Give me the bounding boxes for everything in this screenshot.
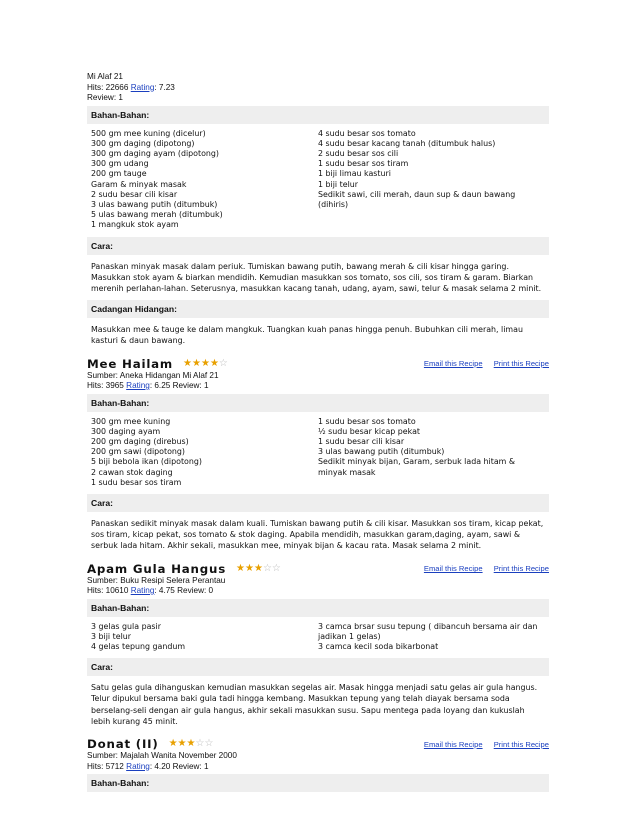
star-empty-icon: ☆ bbox=[195, 738, 205, 749]
rating-stars bbox=[183, 359, 228, 369]
recipe-links bbox=[424, 564, 549, 573]
star-icon: ★ bbox=[209, 357, 219, 369]
star-empty-icon: ☆ bbox=[262, 562, 272, 574]
print-recipe-link[interactable]: Print this Recipe bbox=[493, 359, 549, 369]
recipe-title-row bbox=[87, 562, 549, 576]
email-recipe-link[interactable]: Email this Recipe bbox=[423, 359, 483, 369]
recipe-links bbox=[424, 740, 549, 749]
recipe-meta bbox=[87, 576, 549, 597]
bahan-heading: Bahan-Bahan: bbox=[87, 106, 549, 124]
star-icon: ★ bbox=[186, 738, 196, 749]
cadangan-text: Masukkan mee & tauge ke dalam mangkuk. Tuangkan kuah panas hingga penuh. Bubuhkan cili merah, limau kasturi & daun bawang. bbox=[91, 325, 526, 346]
bahan-heading: Bahan-Bahan: bbox=[87, 394, 549, 412]
recipe-0-review: Review: 1 bbox=[87, 93, 123, 102]
recipe-title-row bbox=[87, 357, 549, 371]
ingredient-item: ½ sudu besar kicap pekat bbox=[318, 426, 421, 436]
ingredient-item: 2 cawan stok daging bbox=[91, 467, 173, 477]
print-recipe-link[interactable]: Print this Recipe bbox=[493, 564, 549, 574]
star-empty-icon: ☆ bbox=[271, 562, 281, 574]
ingredient-item: 300 daging ayam bbox=[91, 426, 161, 436]
star-icon: ★ bbox=[253, 562, 263, 574]
cadangan-heading: Cadangan Hidangan: bbox=[87, 300, 549, 318]
ingredient-item: 1 sudu besar sos tiram bbox=[318, 159, 409, 169]
recipe-hits: Hits: 10610 Rating: 4.75 Review: 0 bbox=[87, 586, 214, 596]
ingredient-item: 3 ulas bawang putih (ditumbuk) bbox=[91, 199, 218, 209]
cara-heading: Cara: bbox=[87, 658, 549, 676]
email-recipe-link[interactable]: Email this Recipe bbox=[423, 739, 483, 749]
recipe-source: Sumber: Majalah Wanita November 2000 bbox=[87, 751, 237, 760]
ingredients-left bbox=[91, 129, 318, 231]
ingredients bbox=[87, 124, 549, 235]
ingredients bbox=[87, 617, 549, 657]
ingredients-right bbox=[318, 417, 545, 488]
ingredient-item: Garam & minyak masak bbox=[91, 179, 187, 189]
ingredient-item: 1 biji telur bbox=[318, 179, 359, 189]
ingredient-item: 300 gm mee kuning bbox=[91, 416, 171, 426]
recipe-title[interactable]: Apam Gula Hangus bbox=[87, 561, 227, 576]
star-icon: ★ bbox=[177, 738, 187, 749]
rating-link[interactable]: Rating bbox=[126, 761, 150, 771]
ingredients-right bbox=[318, 129, 545, 231]
ingredient-item: jadikan 1 gelas) bbox=[318, 631, 381, 641]
ingredient-item: 1 biji limau kasturi bbox=[318, 169, 391, 179]
star-icon: ★ bbox=[192, 357, 201, 369]
rating-stars bbox=[169, 739, 214, 749]
ingredient-item: 3 camca brsar susu tepung ( dibancuh bersama air dan bbox=[318, 621, 538, 631]
recipe-0 bbox=[87, 72, 549, 351]
ingredient-item: 3 camca kecil soda bikarbonat bbox=[318, 641, 439, 651]
ingredients-left bbox=[91, 417, 318, 488]
recipe-0-source: Mi Alaf 21 bbox=[87, 72, 123, 81]
cara-text: Panaskan minyak masak dalam periuk. Tumiskan bawang putih, bawang merah & cili kisar hingga garing. Masukkan stok ayam & biarkan mendidih. Kemudian masukkan sos tomato, sos cili, sos tiram & garam. Biarkan merenih perlahan-lahan. Seterusnya, masukkan kacang tanah, udang, ayam, sawi, telur & masak selama 2 minit. bbox=[91, 261, 542, 293]
ingredient-item: 3 gelas gula pasir bbox=[91, 621, 161, 631]
ingredient-item: 3 biji telur bbox=[91, 631, 132, 641]
recipe-0-hits: Hits: 22666 Rating: 7.23 bbox=[87, 82, 175, 92]
rating-link[interactable]: Rating bbox=[130, 586, 155, 596]
recipe-hits: Hits: 3965 Rating: 6.25 Review: 1 bbox=[87, 381, 209, 391]
cara-text: Panaskan sedikit minyak masak dalam kuali. Tumiskan bawang putih & cili kisar. Masukkan sos tiram, kicap pekat, sos tiram, kicap pekat, sos tomato & stok daging. Apabila mendidih, masukkan garam,daging, ayam, sawi & serbuk lada hitam. Akhir sekali, masukkan mee, minyak bijan & kacau rata. Masak selama 2 minit. bbox=[91, 518, 546, 551]
ingredients-right bbox=[318, 622, 545, 653]
ingredient-item: Sedikit minyak bijan, Garam, serbuk lada hitam & bbox=[318, 457, 516, 467]
star-icon: ★ bbox=[168, 738, 178, 749]
recipe-title[interactable]: Mee Hailam bbox=[87, 356, 174, 371]
ingredient-item: 4 gelas tepung gandum bbox=[91, 641, 186, 651]
cara-heading: Cara: bbox=[87, 237, 549, 255]
recipe-title[interactable]: Donat (II) bbox=[87, 737, 159, 751]
ingredient-item: 2 sudu besar cili kisar bbox=[91, 189, 178, 199]
recipe-1 bbox=[87, 357, 549, 556]
print-recipe-link[interactable]: Print this Recipe bbox=[493, 739, 549, 749]
ingredient-item: 300 gm daging (dipotong) bbox=[91, 138, 195, 148]
ingredient-item: 4 sudu besar kacang tanah (ditumbuk halus) bbox=[318, 138, 496, 148]
recipe-source: Sumber: Aneka Hidangan Mi Alaf 21 bbox=[87, 370, 219, 380]
ingredients bbox=[87, 412, 549, 492]
rating-link[interactable]: Rating bbox=[126, 381, 150, 391]
recipe-links bbox=[424, 359, 549, 368]
recipe-hits: Hits: 5712 Rating: 4.20 Review: 1 bbox=[87, 761, 209, 771]
ingredient-item: 1 sudu besar sos tomato bbox=[318, 416, 416, 426]
star-empty-icon: ☆ bbox=[218, 357, 228, 369]
ingredient-item: 200 gm tauge bbox=[91, 169, 147, 179]
ingredient-item: 300 gm udang bbox=[91, 159, 149, 169]
recipe-2 bbox=[87, 562, 549, 731]
star-icon: ★ bbox=[236, 562, 245, 574]
ingredient-item: 5 biji bebola ikan (dipotong) bbox=[91, 457, 202, 467]
bahan-heading: Bahan-Bahan: bbox=[87, 774, 549, 792]
ingredient-item: 4 sudu besar sos tomato bbox=[318, 128, 416, 138]
recipe-page bbox=[87, 72, 549, 792]
ingredient-item: 500 gm mee kuning (dicelur) bbox=[91, 128, 206, 138]
ingredient-item: minyak masak bbox=[318, 467, 376, 477]
cara-heading: Cara: bbox=[87, 494, 549, 512]
star-icon: ★ bbox=[183, 357, 192, 369]
rating-stars bbox=[236, 564, 281, 574]
ingredient-item: 1 sudu besar cili kisar bbox=[318, 436, 405, 446]
recipe-3 bbox=[87, 737, 549, 792]
recipe-title-row bbox=[87, 737, 549, 751]
ingredients-left bbox=[91, 622, 318, 653]
ingredient-item: 2 sudu besar sos cili bbox=[318, 148, 399, 158]
star-empty-icon: ☆ bbox=[204, 738, 214, 749]
star-icon: ★ bbox=[245, 562, 254, 574]
ingredient-item: 200 gm sawi (dipotong) bbox=[91, 447, 185, 457]
recipe-meta bbox=[87, 371, 549, 392]
recipe-source: Sumber: Buku Resipi Selera Perantau bbox=[87, 575, 226, 585]
ingredient-item: 1 mangkuk stok ayam bbox=[91, 220, 179, 230]
ingredient-item: Sedikit sawi, cili merah, daun sup & daun bawang bbox=[318, 189, 516, 199]
rating-link[interactable]: Rating bbox=[130, 82, 155, 92]
ingredient-item: 3 ulas bawang putih (ditumbuk) bbox=[318, 447, 445, 457]
ingredient-item: 1 sudu besar sos tiram bbox=[91, 477, 182, 487]
cara-text: Satu gelas gula dihanguskan kemudian masukkan segelas air. Masak hingga menjadi satu gelas air gula hangus. Telur dipukul bersama baki gula tadi hingga kembang. Masukkan tepung yang telah diayak bersama soda berselang-seli dengan air gula hangus, akhir sekali masukkan susu. Sapu mentega pada loyang dan kukuslah lebih kurang 45 minit. bbox=[91, 683, 540, 726]
ingredient-item: 5 ulas bawang merah (ditumbuk) bbox=[91, 210, 223, 220]
recipe-0-meta bbox=[87, 72, 549, 104]
bahan-heading: Bahan-Bahan: bbox=[87, 599, 549, 617]
star-icon: ★ bbox=[200, 357, 210, 369]
ingredient-item: 300 gm daging ayam (dipotong) bbox=[91, 148, 219, 158]
email-recipe-link[interactable]: Email this Recipe bbox=[423, 564, 483, 574]
recipe-meta bbox=[87, 751, 549, 772]
ingredient-item: 200 gm daging (direbus) bbox=[91, 436, 189, 446]
ingredient-item: (dihiris) bbox=[318, 199, 349, 209]
